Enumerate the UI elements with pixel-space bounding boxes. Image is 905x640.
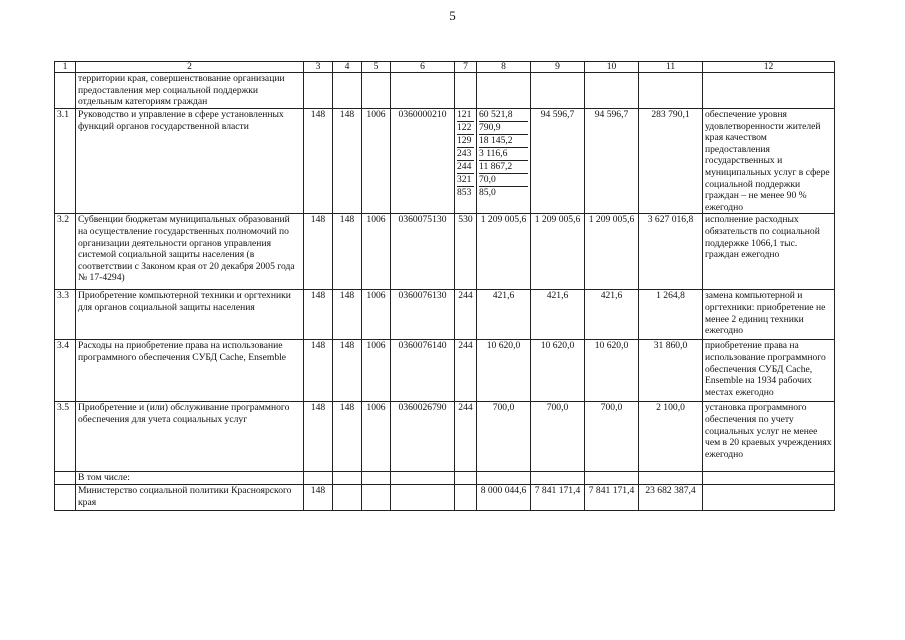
header-cell: 11	[639, 62, 703, 73]
header-cell: 2	[76, 62, 304, 73]
continuation-text: территории края, совершенствование организации предоставления мер социальной поддержки отдельным категориям граждан	[76, 73, 304, 109]
table-row: 3.3 Приобретение компьютерной техники и оргтехники для органов социальной защиты населения 148 148 1006 0360076130 244 421,6 421,6 421,6 1 264,8 замена компьютерной и оргтехники: приобретение не менее 2 единиц техники ежегодно	[55, 290, 835, 340]
header-cell: 1	[55, 62, 76, 73]
row-name: Субвенции бюджетам муниципальных образований на осуществление государственных полномочий по организации деятельности органов управления системой социальной защиты населения (в соответствии с Законом края от 20 декабря 2005 года № 17-4294)	[76, 214, 304, 290]
header-cell: 4	[333, 62, 362, 73]
row-number: 3.1	[55, 109, 76, 214]
row-result: обеспечение уровня удовлетворенности жителей края качеством предоставления государственных и муниципальных услуг в сфере социальной поддержки граждан – не менее 90 % ежегодно	[703, 109, 835, 214]
table-row: 3.5 Приобретение и (или) обслуживание программного обеспечения для учета социальных услуг 148 148 1006 0360026790 244 700,0 700,0 700,0 2 100,0 установка программного обеспечения по учету социальных услуг не менее чем в 20 краевых учреждениях ежегодно	[55, 402, 835, 472]
row-name: Приобретение и (или) обслуживание программного обеспечения для учета социальных услуг	[76, 402, 304, 472]
row-result: исполнение расходных обязательств по социальной поддержке 1066,1 тыс. граждан ежегодно	[703, 214, 835, 290]
page-number: 5	[449, 8, 456, 23]
header-cell: 8	[477, 62, 531, 73]
ministry-name: Министерство социальной политики Красноярского края	[76, 484, 304, 510]
continuation-row	[55, 73, 835, 109]
header-cell: 12	[703, 62, 835, 73]
table-row: 3.4 Расходы на приобретение права на использование программного обеспечения СУБД Cache, Ensemble 148 148 1006 0360076140 244 10 620,0 10 620,0 10 620,0 31 860,0 приобретение права на использование программного обеспечения СУБД Cache, Ensemble на 1934 рабочих местах ежегодно	[55, 340, 835, 402]
row-number: 3.5	[55, 402, 76, 472]
amount-subcells: 60 521,8 790,9 18 145,2 3 116,6 11 867,2 70,0 85,0	[477, 109, 531, 214]
header-cell: 6	[391, 62, 455, 73]
including-row	[55, 472, 835, 485]
row-result: замена компьютерной и оргтехники: приобретение не менее 2 единиц техники ежегодно	[703, 290, 835, 340]
row-result: установка программного обеспечения по учету социальных услуг не менее чем в 20 краевых учреждениях ежегодно	[703, 402, 835, 472]
kvr-subcells: 121 122 129 243 244 321 853	[455, 109, 477, 214]
header-cell: 7	[455, 62, 477, 73]
header-cell: 5	[362, 62, 391, 73]
row-name: Приобретение компьютерной техники и оргтехники для органов социальной защиты населения	[76, 290, 304, 340]
row-number: 3.4	[55, 340, 76, 402]
table-row: 3.2 Субвенции бюджетам муниципальных образований на осуществление государственных полномочий по организации деятельности органов управления системой социальной защиты населения (в соответствии с Законом края от 20 декабря 2005 года № 17-4294) 148 148 1006 0360075130 530 1 209 005,6 1 209 005,6 1 209 005,6 3 627 016,8 исполнение расходных обязательств по социальной поддержке 1066,1 тыс. граждан ежегодно	[55, 214, 835, 290]
row-number: 3.2	[55, 214, 76, 290]
row-result: приобретение права на использование программного обеспечения СУБД Cache, Ensemble на 1934 рабочих местах ежегодно	[703, 340, 835, 402]
header-cell: 10	[585, 62, 639, 73]
table-row: 3.1 Руководство и управление в сфере установленных функций органов государственной власти 148 148 1006 0360000210 121 122 129 243 244 321 853 60 521,8 790,9 18 145,2 3 116,6 11 867,2 70,0 85,0 94 596,7 94 596,7 283 790,1 обеспечение уровня удовлетворенности жителей края качеством предоставления государственных и муниципальных услуг в сфере социальной поддержки граждан – не менее 90 % ежегодно	[55, 109, 835, 214]
row-name: Руководство и управление в сфере установленных функций органов государственной власти	[76, 109, 304, 214]
ministry-row: Министерство социальной политики Красноярского края 148 8 000 044,6 7 841 171,4 7 841 171,4 23 682 387,4	[55, 484, 835, 510]
header-cell: 3	[304, 62, 333, 73]
program-table	[54, 61, 835, 511]
row-number: 3.3	[55, 290, 76, 340]
header-cell: 9	[531, 62, 585, 73]
including-label: В том числе:	[76, 472, 304, 485]
row-name: Расходы на приобретение права на использование программного обеспечения СУБД Cache, Ensemble	[76, 340, 304, 402]
header-row	[55, 62, 835, 73]
